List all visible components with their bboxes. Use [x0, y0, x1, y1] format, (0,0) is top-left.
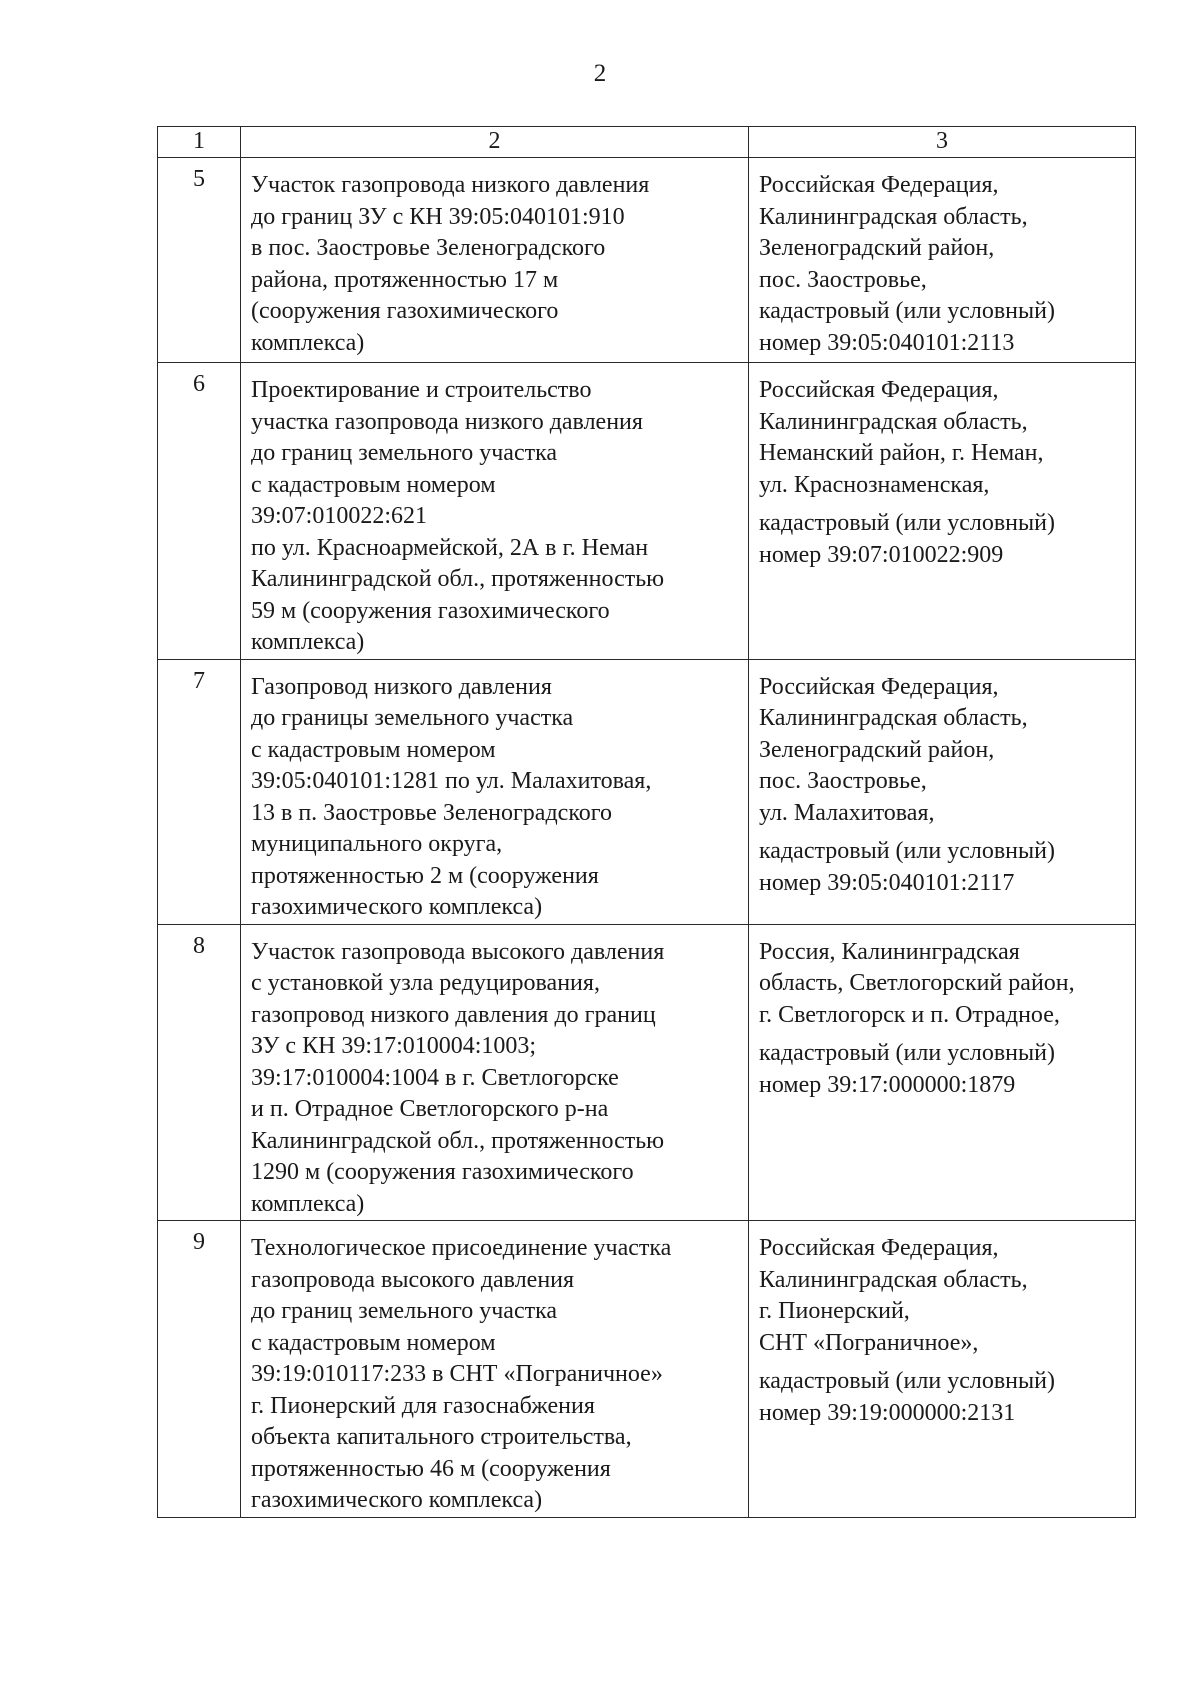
- cadastral-line: номер 39:07:010022:909: [759, 541, 1004, 568]
- address-line: Российская Федерация,: [759, 377, 999, 403]
- description-line: газохимического комплекса): [251, 894, 543, 920]
- column-header-3: 3: [749, 127, 1136, 158]
- object-description: [241, 158, 749, 363]
- description-line: 1290 м (сооружения газохимического: [251, 1159, 634, 1185]
- row-number: 6: [158, 363, 241, 660]
- cadastral-line: кадастровый (или условный): [759, 838, 1055, 864]
- address-line: номер 39:05:040101:2113: [759, 329, 1015, 356]
- cadastral-line: кадастровый (или условный): [759, 1040, 1055, 1066]
- cadastral-line: кадастровый (или условный): [759, 510, 1055, 536]
- object-description: [241, 659, 749, 924]
- description-line: 13 в п. Заостровье Зеленоградского: [251, 799, 613, 826]
- description-line: объекта капитального строительства,: [251, 1424, 632, 1450]
- object-description: [241, 1221, 749, 1518]
- description-line: г. Пионерский для газоснабжения: [251, 1392, 595, 1419]
- description-line: Газопровод низкого давления: [251, 673, 552, 700]
- column-header-1: 1: [158, 127, 241, 158]
- row-number: 9: [158, 1221, 241, 1518]
- address-line: г. Пионерский,: [759, 1298, 910, 1324]
- paragraph-gap: [759, 1359, 1127, 1366]
- description-line: газохимического комплекса): [251, 1487, 543, 1513]
- description-line: в пос. Заостровье Зеленоградского: [251, 235, 606, 261]
- address-line: область, Светлогорский район,: [759, 970, 1075, 996]
- page-number: 2: [593, 60, 607, 87]
- object-address: [749, 1221, 1136, 1518]
- description-line: Калининградской обл., протяженностью: [251, 1127, 665, 1154]
- description-line: по ул. Красноармейской, 2А в г. Неман: [251, 534, 649, 561]
- table-row: [158, 363, 1136, 660]
- description-line: до границы земельного участка: [251, 705, 574, 731]
- description-line: 39:17:010004:1004 в г. Светлогорске: [251, 1064, 619, 1091]
- address-line: ул. Краснознаменская,: [759, 471, 990, 498]
- cadastral-line: номер 39:05:040101:2117: [759, 869, 1015, 896]
- description-line: с кадастровым номером: [251, 1329, 496, 1356]
- address-line: ул. Малахитовая,: [759, 799, 935, 826]
- description-line: с кадастровым номером: [251, 471, 496, 498]
- paragraph-gap: [759, 1031, 1127, 1038]
- header-row: [158, 127, 1136, 158]
- table-row: [158, 659, 1136, 924]
- paragraph-gap: [759, 829, 1127, 836]
- description-line: до границ земельного участка: [251, 440, 558, 466]
- address-line: кадастровый (или условный): [759, 298, 1055, 324]
- description-line: и п. Отрадное Светлогорского р-на: [251, 1096, 609, 1122]
- table-row: [158, 1221, 1136, 1518]
- description-line: района, протяженностью 17 м: [251, 266, 559, 293]
- description-line: протяженностью 2 м (сооружения: [251, 862, 599, 889]
- description-line: с установкой узла редуцирования,: [251, 970, 600, 996]
- row-number: 5: [158, 158, 241, 363]
- description-line: газопровода высокого давления: [251, 1266, 575, 1293]
- address-line: Калининградская область,: [759, 203, 1028, 230]
- address-line: Зеленоградский район,: [759, 235, 995, 261]
- address-line: Неманский район, г. Неман,: [759, 440, 1044, 466]
- address-line: Россия, Калининградская: [759, 938, 1020, 965]
- cadastral-line: номер 39:19:000000:2131: [759, 1399, 1016, 1426]
- address-line: Российская Федерация,: [759, 172, 999, 198]
- description-line: комплекса): [251, 1190, 365, 1217]
- description-line: 39:05:040101:1281 по ул. Малахитовая,: [251, 768, 652, 794]
- description-line: до границ ЗУ с КН 39:05:040101:910: [251, 203, 625, 230]
- paragraph-gap: [759, 501, 1127, 508]
- description-line: комплекса): [251, 629, 365, 655]
- description-line: 39:19:010117:233 в СНТ «Пограничное»: [251, 1361, 663, 1387]
- object-address: [749, 363, 1136, 660]
- table-row: [158, 924, 1136, 1221]
- address-line: СНТ «Пограничное»,: [759, 1329, 979, 1356]
- object-address: [749, 659, 1136, 924]
- row-number: 8: [158, 924, 241, 1221]
- cadastral-line: кадастровый (или условный): [759, 1368, 1055, 1394]
- description-line: Участок газопровода низкого давления: [251, 172, 650, 198]
- cadastral-line: номер 39:17:000000:1879: [759, 1071, 1016, 1098]
- description-line: до границ земельного участка: [251, 1298, 558, 1324]
- description-line: Проектирование и строительство: [251, 377, 592, 403]
- address-line: г. Светлогорск и п. Отрадное,: [759, 1001, 1060, 1028]
- description-line: Участок газопровода высокого давления: [251, 938, 665, 965]
- address-line: Зеленоградский район,: [759, 736, 995, 763]
- registry-table: [157, 126, 1136, 1518]
- description-line: ЗУ с КН 39:17:010004:1003;: [251, 1033, 537, 1059]
- description-line: Калининградской обл., протяженностью: [251, 566, 665, 592]
- address-line: пос. Заостровье,: [759, 768, 927, 794]
- description-line: протяженностью 46 м (сооружения: [251, 1455, 611, 1482]
- description-line: 39:07:010022:621: [251, 503, 428, 529]
- address-line: Калининградская область,: [759, 1266, 1028, 1293]
- address-line: Калининградская область,: [759, 408, 1028, 435]
- description-line: 59 м (сооружения газохимического: [251, 597, 610, 624]
- object-address: [749, 158, 1136, 363]
- description-line: с кадастровым номером: [251, 736, 496, 763]
- column-header-2: 2: [241, 127, 749, 158]
- object-address: [749, 924, 1136, 1221]
- description-line: Технологическое присоединение участка: [251, 1235, 672, 1261]
- object-description: [241, 924, 749, 1221]
- row-number: 7: [158, 659, 241, 924]
- object-description: [241, 363, 749, 660]
- description-line: комплекса): [251, 329, 365, 356]
- description-line: муниципального округа,: [251, 831, 503, 857]
- address-line: Российская Федерация,: [759, 673, 999, 700]
- description-line: участка газопровода низкого давления: [251, 408, 643, 435]
- address-line: Калининградская область,: [759, 705, 1028, 731]
- table-row: [158, 158, 1136, 363]
- description-line: газопровод низкого давления до границ: [251, 1001, 656, 1028]
- address-line: пос. Заостровье,: [759, 266, 927, 293]
- address-line: Российская Федерация,: [759, 1235, 999, 1261]
- description-line: (сооружения газохимического: [251, 298, 559, 324]
